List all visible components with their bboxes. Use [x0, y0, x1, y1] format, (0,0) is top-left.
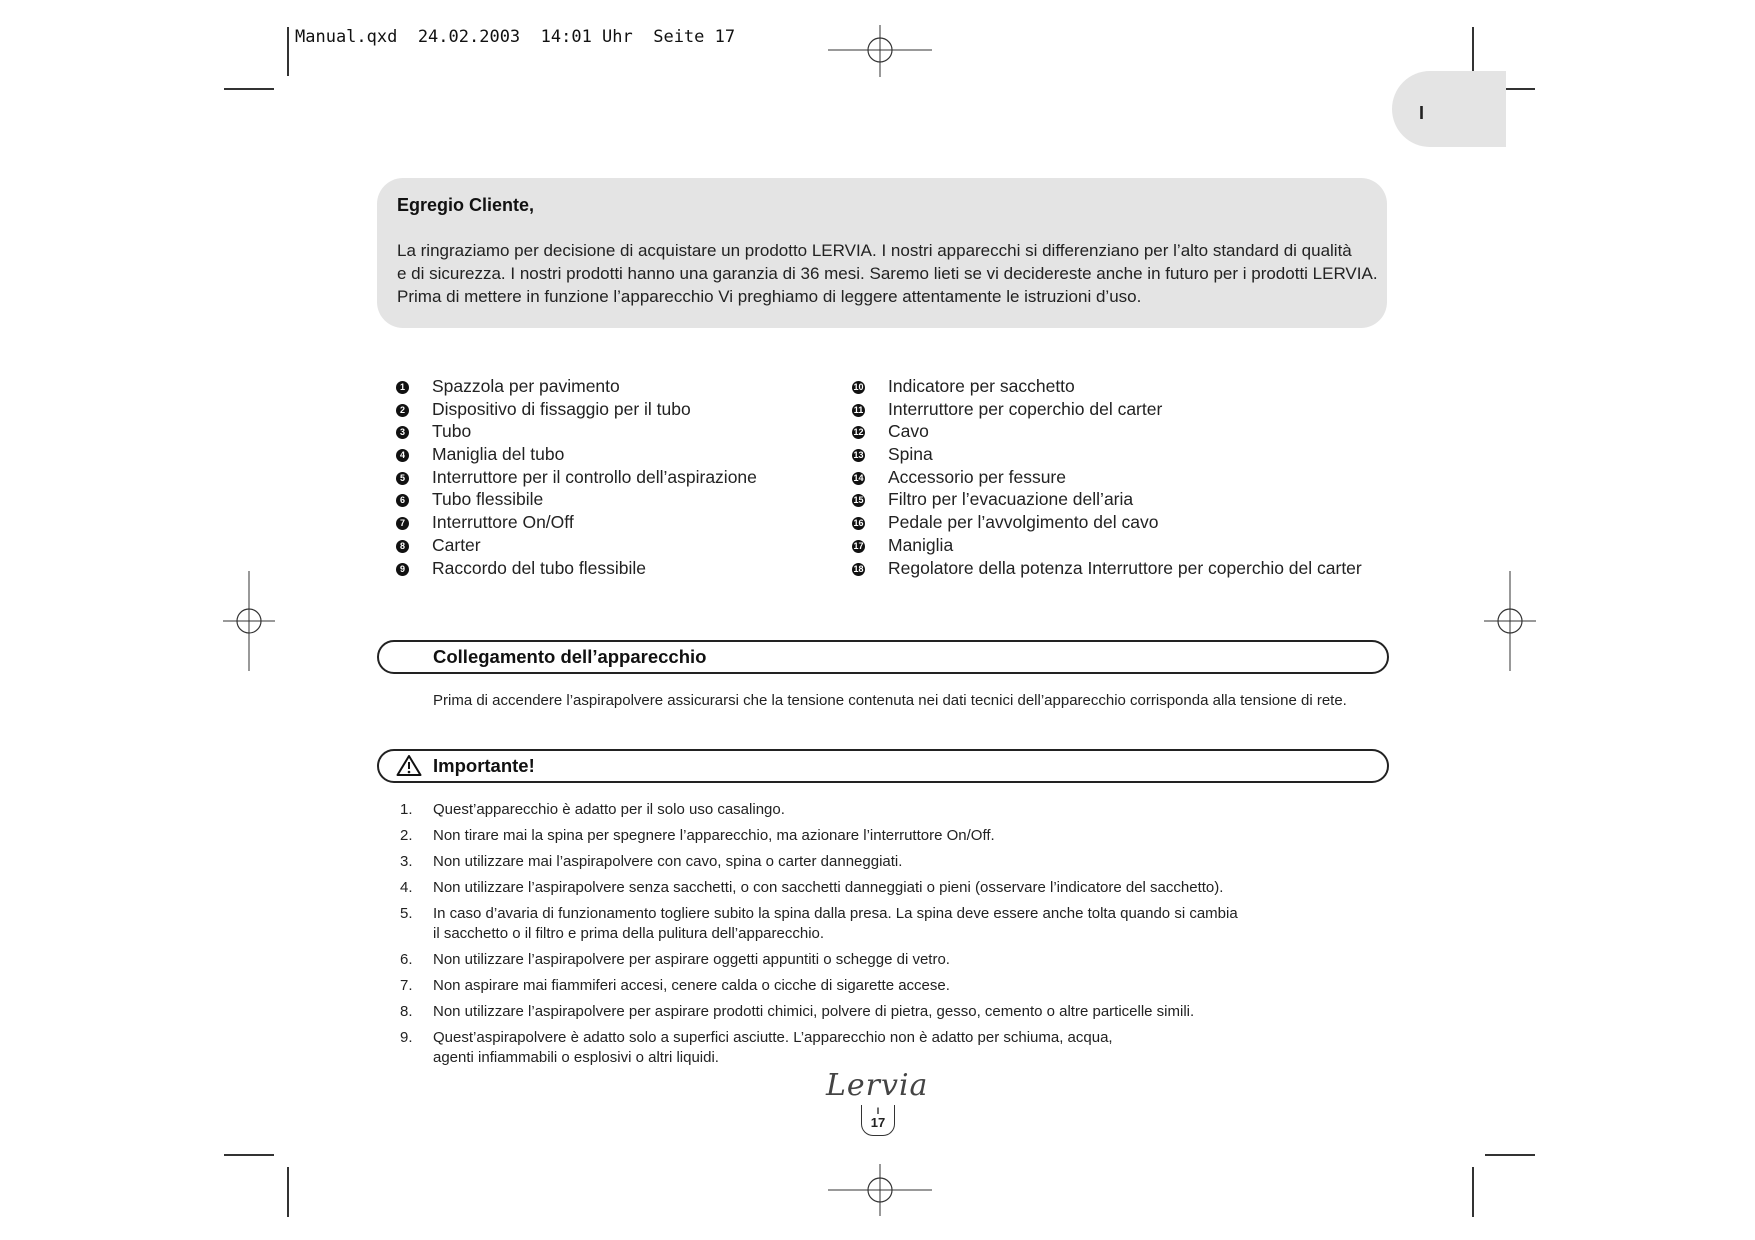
intro-text	[397, 239, 1387, 308]
part-number: 5	[396, 472, 409, 485]
connection-title: Collegamento dell’apparecchio	[433, 646, 707, 667]
part-number: 3	[396, 426, 409, 439]
part-label: Interruttore per il controllo dell’aspirazione	[432, 466, 757, 487]
part-number: 9	[396, 563, 409, 576]
item-text: Non utilizzare l’aspirapolvere senza sacchetti, o con sacchetti danneggiati o pieni (osservare l’indicatore del sacchetto).	[433, 879, 1224, 896]
part-label: Cavo	[888, 421, 929, 442]
item-text: Non utilizzare l’aspirapolvere per aspirare prodotti chimici, polvere di pietra, gesso, cemento o altre particelle simili.	[433, 1003, 1195, 1020]
item-number: 7.	[400, 977, 413, 994]
page-number-box	[861, 1105, 895, 1136]
registration-mark-left	[223, 571, 275, 671]
brand-logo: Lervia	[826, 1068, 929, 1103]
item-number: 9.	[400, 1029, 413, 1046]
list-item	[400, 852, 1400, 872]
part-label: Accessorio per fessure	[888, 466, 1066, 487]
intro-line: Prima di mettere in funzione l’apparecchio Vi preghiamo di leggere attentamente le istruzioni d’uso.	[397, 287, 1142, 306]
part-label: Dispositivo di fissaggio per il tubo	[432, 398, 691, 419]
part-label: Carter	[432, 534, 481, 555]
part-number: 13	[853, 450, 864, 461]
item-number: 1.	[400, 801, 413, 818]
part-number: 12	[853, 427, 864, 438]
part-label: Tubo flessibile	[432, 489, 544, 510]
part-label: Filtro per l’evacuazione dell’aria	[888, 489, 1134, 510]
part-label: Spazzola per pavimento	[432, 376, 620, 396]
item-number: 3.	[400, 853, 413, 870]
item-text: Non aspirare mai fiammiferi accesi, cenere calda o cicche di sigarette accese.	[433, 977, 950, 994]
part-number: 15	[853, 495, 864, 506]
part-label: Regolatore della potenza Interruttore per coperchio del carter	[888, 557, 1362, 578]
important-title: Importante!	[433, 755, 535, 776]
part-label: Tubo	[432, 421, 472, 442]
part-number: 6	[396, 494, 409, 507]
language-tab	[1392, 71, 1506, 147]
page-number: 17	[870, 1115, 886, 1130]
part-number: 18	[853, 563, 864, 574]
part-number: 8	[396, 540, 409, 553]
part-number: 4	[396, 449, 409, 462]
part-number: 14	[853, 472, 864, 483]
registration-mark-right	[1484, 571, 1536, 671]
item-number: 5.	[400, 905, 413, 922]
item-text: agenti infiammabili o esplosivi o altri liquidi.	[433, 1049, 719, 1066]
item-text: Non utilizzare mai l’aspirapolvere con cavo, spina o carter danneggiati.	[433, 853, 903, 870]
part-label: Indicatore per sacchetto	[888, 376, 1075, 396]
item-text: Quest’aspirapolvere è adatto solo a superfici asciutte. L’apparecchio non è adatto per schiuma, acqua,	[433, 1029, 1113, 1046]
part-number: 1	[396, 381, 409, 394]
page-lang: I	[876, 1106, 880, 1116]
part-number: 10	[853, 382, 864, 392]
part-label: Maniglia del tubo	[432, 444, 565, 465]
list-item	[400, 800, 1400, 820]
intro-box	[377, 178, 1387, 328]
intro-line: e di sicurezza. I nostri prodotti hanno una garanzia di 36 mesi. Saremo lieti se vi decidereste anche in futuro per i prodotti LERVIA.	[397, 264, 1378, 283]
part-number: 2	[396, 404, 409, 417]
connection-text: Prima di accendere l’aspirapolvere assicurarsi che la tensione contenuta nei dati tecnici dell’apparecchio corrisponda alla tensione di rete.	[433, 692, 1347, 709]
item-number: 8.	[400, 1003, 413, 1020]
part-number: 16	[853, 518, 864, 529]
item-number: 4.	[400, 879, 413, 896]
list-item	[400, 976, 1400, 996]
item-number: 6.	[400, 951, 413, 968]
part-label: Interruttore On/Off	[432, 512, 574, 533]
print-slug: Manual.qxd 24.02.2003 14:01 Uhr Seite 17	[295, 27, 736, 47]
part-number: 11	[853, 404, 864, 415]
list-item	[400, 904, 1400, 944]
part-number: 7	[396, 517, 409, 530]
list-item	[400, 950, 1400, 970]
item-text: il sacchetto o il filtro e prima della pulitura dell’apparecchio.	[433, 925, 825, 942]
registration-mark-bottom	[828, 1164, 932, 1216]
important-heading-bar	[377, 749, 1389, 783]
part-label: Pedale per l’avvolgimento del cavo	[888, 512, 1159, 533]
part-label: Maniglia	[888, 534, 954, 555]
connection-heading-bar	[377, 640, 1389, 674]
part-label: Spina	[888, 444, 933, 465]
registration-mark-top	[828, 25, 932, 77]
list-item	[400, 826, 1400, 846]
greeting: Egregio Cliente,	[397, 195, 535, 215]
item-text: Quest’apparecchio è adatto per il solo uso casalingo.	[433, 801, 785, 818]
list-item	[400, 1028, 1400, 1068]
part-label: Interruttore per coperchio del carter	[888, 398, 1163, 419]
important-list	[400, 800, 1400, 1074]
item-number: 2.	[400, 827, 413, 844]
part-number: 17	[853, 540, 864, 551]
item-text: In caso d’avaria di funzionamento togliere subito la spina dalla presa. La spina deve essere anche tolta quando si cambia	[433, 905, 1238, 922]
intro-line: La ringraziamo per decisione di acquistare un prodotto LERVIA. I nostri apparecchi si differenziano per l’alto standard di qualità	[397, 241, 1352, 260]
warning-icon	[396, 754, 422, 782]
part-label: Raccordo del tubo flessibile	[432, 557, 647, 578]
item-text: Non utilizzare l’aspirapolvere per aspirare oggetti appuntiti o schegge di vetro.	[433, 951, 950, 968]
list-item	[400, 1002, 1400, 1022]
list-item	[400, 878, 1400, 898]
language-tab-label: I	[1419, 103, 1425, 123]
item-text: Non tirare mai la spina per spegnere l’apparecchio, ma azionare l’interruttore On/Off.	[433, 827, 995, 844]
